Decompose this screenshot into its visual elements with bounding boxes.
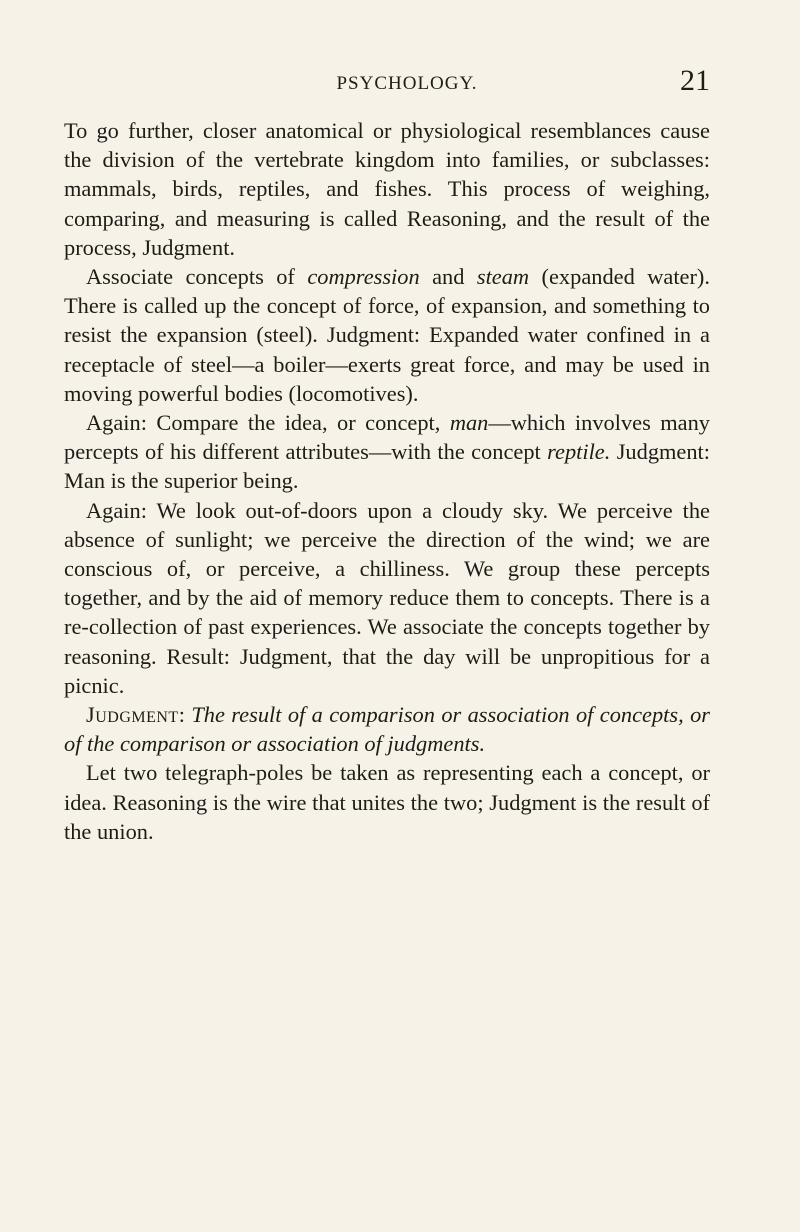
paragraph-text: Again: We look out-of-doors upon a cloudy sky. We perceive the absence of sunlight; we perceive the direction of the wind; we are conscious of, or perceive, a chilliness. We group these percepts together, and by the aid of memory reduce them to concepts. There is a re-collection of past experiences. We associate the concepts together by reasoning. Result: Judgment, that the day will be unpropitious for a picnic. (64, 497, 710, 698)
paragraph-text-end: Judgment: Man is the superior being. (64, 439, 711, 494)
paragraph-text-end: (expanded water). There is called up the concept of force, of expansion, and something to resist the expansion (steel). Judgment: Expanded water confined in a receptacle of steel—a boiler—exerts great force, and may be used in moving powerful bodies (locomotives). (64, 264, 710, 406)
running-head (64, 64, 710, 100)
body-text (64, 116, 710, 846)
paragraph-classification (64, 116, 710, 262)
emphasis-compression: compression (307, 264, 420, 290)
emphasis-steam: steam (476, 264, 530, 290)
paragraph-text: To go further, closer anatomical or physiological resemblances cause the division of the vertebrate kingdom into families, or subclasses: mammals, birds, reptiles, and fishes. This process of weighing, comparing, and measuring is called Reasoning, and the result of the process, Judgment. (64, 118, 710, 260)
running-title: PSYCHOLOGY. (336, 73, 478, 94)
paragraph-steam-example (64, 262, 710, 408)
paragraph-text: Let two telegraph-poles be taken as representing each a concept, or idea. Reasoning is the wire that unites the two; Judgment is the result of the union. (64, 760, 710, 844)
page-number: 21 (680, 64, 710, 97)
paragraph-telegraph-analogy (64, 758, 710, 846)
paragraph-text-start: Associate concepts of (86, 264, 308, 290)
paragraph-text-mid: and (419, 264, 477, 290)
paragraph-sky-example (64, 496, 710, 700)
paragraph-man-example (64, 408, 710, 496)
paragraph-judgment-definition (64, 700, 710, 758)
definition-text: The result of a comparison or association of concepts, or of the comparison or association of judgments. (64, 702, 710, 757)
definition-colon: : (178, 702, 192, 728)
paragraph-text-mid: —which involves many percepts of his different attributes—with the concept (64, 410, 710, 465)
paragraph-text-start: Again: Compare the idea, or concept, (86, 410, 450, 436)
emphasis-man: man (449, 410, 489, 436)
definition-label: Judgment (86, 702, 179, 728)
emphasis-reptile: reptile. (547, 439, 611, 465)
